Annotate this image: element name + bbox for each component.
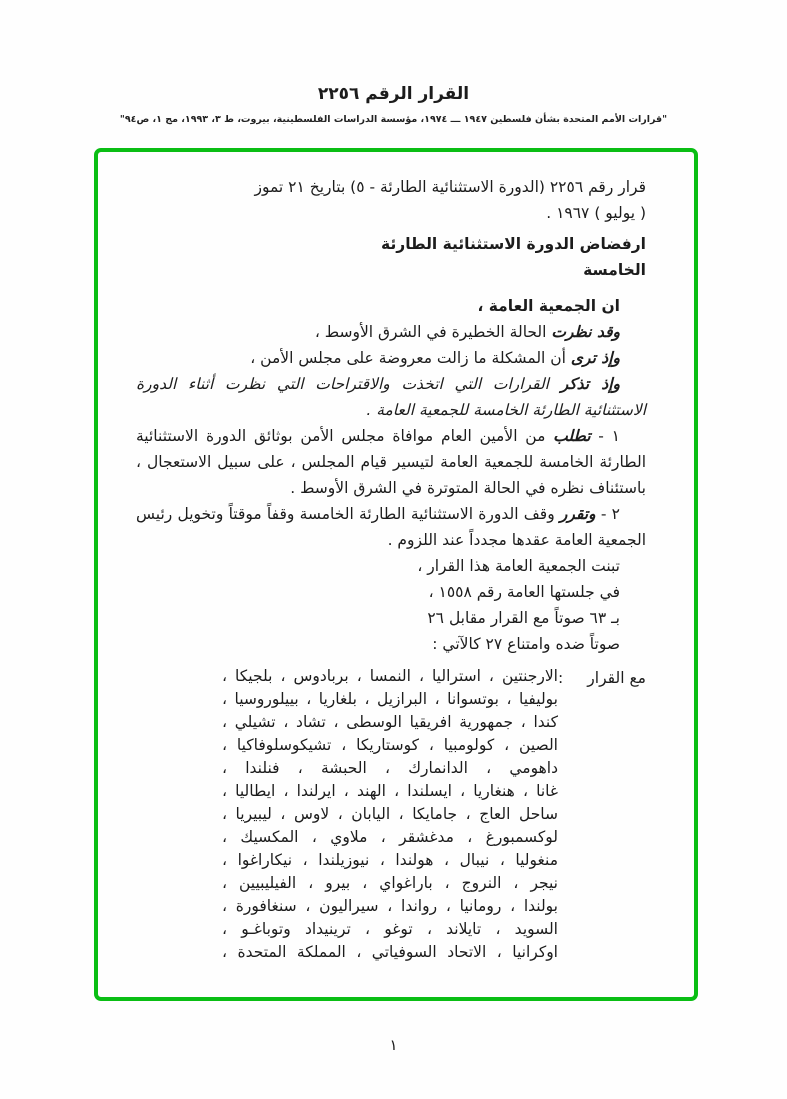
preamble-lead-3: وإذ تذكر (560, 375, 620, 393)
country-list-line: الارجنتين ، استراليا ، النمسا ، بربادوس ، بلجيكا ، (222, 667, 558, 685)
operative-text-1: من الأمين العام موافاة مجلس الأمن بوثائق الدورة الاستثنائية الطارئة الخامسة للجمعية العامة لتيسير قيام المجلس ، على سبيل الاستعجال ، باستئناف نظره في الحالة المتوترة في الشرق الأوسط . (136, 427, 646, 497)
operative-number-2: ٢ - (595, 505, 620, 523)
country-list-line: منغوليا ، نيبال ، هولندا ، نيوزيلندا ، نيكاراغوا ، (222, 851, 558, 869)
vote-label-colon: : (558, 669, 564, 687)
preamble-lead-2: وإذ ترى (570, 349, 620, 367)
vote-label-text: مع القرار (587, 669, 646, 687)
resolution-body (98, 152, 694, 964)
page-header (0, 84, 787, 125)
country-list-line: ساحل العاج ، جامايكا ، اليابان ، لاوس ، ليبيريا ، (222, 805, 558, 823)
resolution-heading-line1: ارفضاض الدورة الاستثنائية الطارئة (381, 235, 646, 253)
country-list-line: اوكرانيا ، الاتحاد السوفياتي ، المملكة المتحدة ، (222, 943, 558, 961)
adoption-line-2: في جلستها العامة رقم ١٥٥٨ ، (428, 583, 620, 601)
operative-lead-1: تطلب (553, 427, 591, 445)
resolution-frame (94, 148, 698, 1001)
resolution-intro-line2: ( يوليو ) ١٩٦٧ . (546, 204, 646, 222)
adoption-line-3: بـ ٦٣ صوتاً مع القرار مقابل ٢٦ (427, 609, 620, 627)
adoption-line-1: تبنت الجمعية العامة هذا القرار ، (417, 557, 620, 575)
preamble-text-3: القرارات التي اتخذت والاقتراحات التي نظرت أثناء الدورة الاستثنائية الطارئة الخامسة للجمعية العامة . (136, 375, 646, 419)
country-list-line: داهومي ، الدانمارك ، الحبشة ، فنلندا ، (222, 759, 558, 777)
resolution-heading-line2: الخامسة (583, 261, 646, 279)
operative-number-1: ١ - (590, 427, 620, 445)
country-list-line: السويد ، تايلاند ، توغو ، ترينيداد وتوباغـو ، (222, 920, 558, 938)
country-list-line: غانا ، هنغاريا ، ايسلندا ، الهند ، ايرلندا ، ايطاليا ، (222, 782, 558, 800)
operative-paragraph-2 (136, 501, 646, 553)
vote-in-favour-label (558, 665, 646, 691)
country-list-line: نيجر ، النروج ، باراغواي ، بيرو ، الفيليبيين ، (222, 874, 558, 892)
preamble-text-2: أن المشكلة ما زالت معروضة على مجلس الأمن ، (250, 349, 571, 367)
vote-in-favour-section (136, 665, 646, 964)
preamble-lead-1: وقد نظرت (551, 323, 620, 341)
operative-paragraph-1 (136, 423, 646, 501)
country-list-line: كندا ، جمهورية افريقيا الوسطى ، تشاد ، تشيلي ، (222, 713, 558, 731)
document-title: القرار الرقم ٢٢٥٦ (317, 84, 470, 104)
operative-text-2: وقف الدورة الاستثنائية الطارئة الخامسة وقفاً موقتاً وتخويل رئيس الجمعية العامة عقدها مجدداً عند اللزوم . (136, 505, 646, 549)
country-list-line: الصين ، كولومبيا ، كوستاريكا ، تشيكوسلوفاكيا ، (222, 736, 558, 754)
preamble-paragraph-2 (136, 345, 646, 371)
preamble-paragraph-3 (136, 371, 646, 423)
adoption-line-4: صوتاً ضده وامتناع ٢٧ كالآتي : (432, 635, 620, 653)
preamble-text-1: الحالة الخطيرة في الشرق الأوسط ، (314, 323, 552, 341)
page-number: ١ (389, 1036, 398, 1054)
preamble-paragraph-1 (136, 319, 646, 345)
country-list-line: بولندا ، رومانيا ، رواندا ، سيراليون ، سنغافورة ، (222, 897, 558, 915)
source-citation: "قرارات الأمم المتحدة بشأن فلسطين ١٩٤٧ ـــ ١٩٧٤، مؤسسة الدراسات الفلسطينية، بيروت، ط ٣، ١٩٩٣، مج ١، ص٩٤" (119, 114, 668, 125)
country-list-line: لوكسمبورغ ، مدغشقر ، ملاوي ، المكسيك ، (222, 828, 558, 846)
operative-lead-2: وتقرر (559, 505, 596, 523)
opening-line: ان الجمعية العامة ، (477, 297, 620, 315)
country-list-line: بوليفيا ، بوتسوانا ، البرازيل ، بلغاريا ، بييلوروسيا ، (222, 690, 558, 708)
resolution-intro-line1: قرار رقم ٢٢٥٦ (الدورة الاستثنائية الطارئة - ٥) بتاريخ ٢١ تموز (254, 178, 646, 196)
vote-in-favour-country-list (222, 665, 558, 964)
